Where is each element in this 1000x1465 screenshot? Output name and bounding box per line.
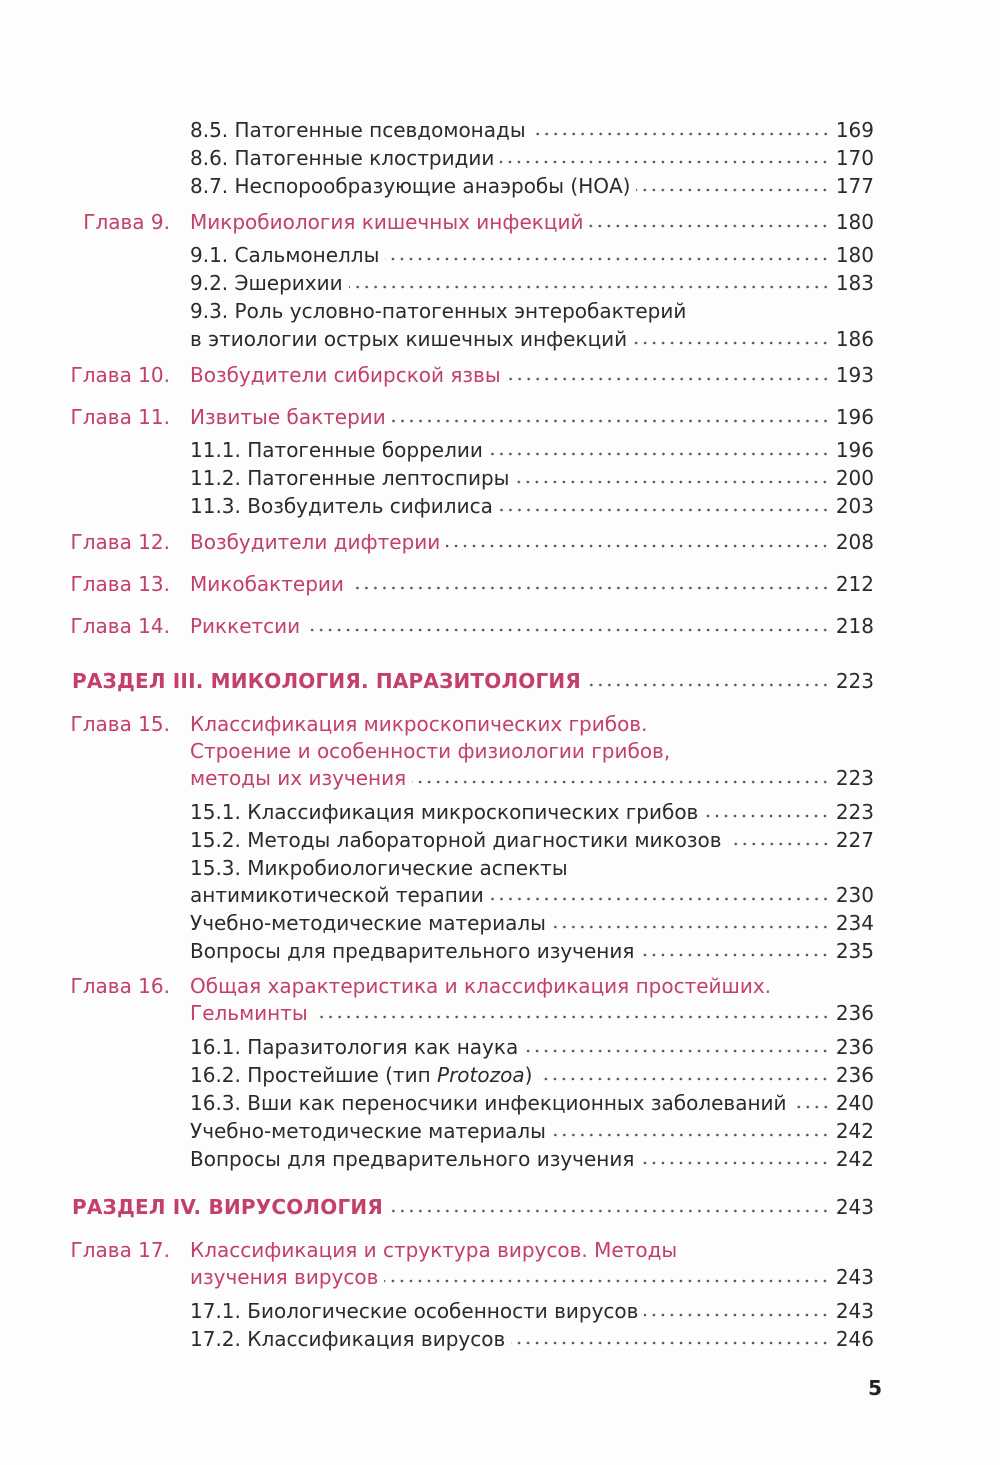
entry-page: 186: [835, 327, 874, 351]
chapter-number: Глава 13.: [70, 572, 170, 596]
toc-chapter: [190, 570, 874, 598]
dot-leader: [552, 924, 830, 930]
entry-page: 227: [835, 828, 874, 852]
entry-page: 246: [835, 1327, 874, 1351]
toc-entry: [190, 116, 874, 144]
chapter-title-line1: Общая характеристика и классификация простейших.: [190, 974, 772, 998]
chapter-title-line1: Классификация микроскопических грибов.: [190, 712, 648, 736]
entry-page: 200: [835, 466, 874, 490]
chapter-number: Глава 12.: [70, 530, 170, 554]
entry-title: 11.2. Патогенные лептоспиры: [190, 466, 510, 490]
dot-leader: [392, 418, 830, 424]
toc-chapter: [190, 208, 874, 236]
dot-leader: [704, 813, 829, 819]
entry-page: 230: [835, 883, 874, 907]
chapter-title: изучения вирусов: [190, 1265, 379, 1289]
toc-entry: [190, 269, 874, 297]
chapter-title-line2: Строение и особенности физиологии грибов,: [190, 739, 671, 763]
chapter-title: Микобактерии: [190, 572, 344, 596]
section-title: РАЗДЕЛ IV. ВИРУСОЛОГИЯ: [72, 1195, 383, 1219]
entry-title: 16.1. Паразитология как наука: [190, 1035, 519, 1059]
entry-title-line1: 15.3. Микробиологические аспекты: [190, 856, 568, 880]
dot-leader: [636, 187, 829, 193]
entry-title: Учебно-методические материалы: [190, 911, 546, 935]
dot-leader: [532, 131, 830, 137]
chapter-page: 212: [835, 572, 874, 596]
toc-chapter: [190, 764, 874, 792]
chapter-page: 236: [835, 1001, 874, 1025]
dot-leader: [511, 1340, 830, 1346]
entry-page: 203: [835, 494, 874, 518]
entry-page: 183: [835, 271, 874, 295]
dot-leader: [728, 841, 830, 847]
chapter-page: 243: [835, 1265, 874, 1289]
dot-leader: [644, 1312, 829, 1318]
dot-leader: [350, 585, 830, 591]
entry-page: 177: [835, 174, 874, 198]
entry-page: 196: [835, 438, 874, 462]
toc-chapter: [190, 403, 874, 431]
chapter-number: Глава 10.: [70, 363, 170, 387]
dot-leader: [499, 507, 830, 513]
chapter-title: Гельминты: [190, 1001, 308, 1025]
entry-title: 8.6. Патогенные клостридии: [190, 146, 495, 170]
toc-entry: [190, 436, 874, 464]
entry-title: 11.3. Возбудитель сифилиса: [190, 494, 493, 518]
entry-title: 17.1. Биологические особенности вирусов: [190, 1299, 639, 1323]
entry-page: 170: [835, 146, 874, 170]
toc-section: [72, 667, 874, 695]
entry-page: 240: [835, 1091, 874, 1115]
toc-entry: [190, 1325, 874, 1353]
entry-title: 11.1. Патогенные боррелии: [190, 438, 483, 462]
toc-entry: [190, 1033, 874, 1061]
toc-entry: [190, 1117, 874, 1145]
dot-leader: [538, 1076, 829, 1082]
dot-leader: [384, 1278, 829, 1284]
entry-page: 180: [835, 243, 874, 267]
toc-chapter: [190, 999, 874, 1027]
entry-title: 8.5. Патогенные псевдомонады: [190, 118, 526, 142]
chapter-number: Глава 16.: [70, 974, 170, 998]
entry-title: Учебно-методические материалы: [190, 1119, 546, 1143]
chapter-title: Риккетсии: [190, 614, 301, 638]
dot-leader: [489, 451, 830, 457]
toc-entry: [190, 144, 874, 172]
entry-title-part: ): [524, 1063, 533, 1087]
chapter-number: Глава 9.: [83, 210, 170, 234]
toc-chapter: [190, 1263, 874, 1291]
chapter-title: методы их изучения: [190, 766, 407, 790]
dot-leader: [314, 1014, 830, 1020]
dot-leader: [633, 340, 830, 346]
dot-leader: [412, 779, 830, 785]
toc-chapter: [190, 612, 874, 640]
chapter-number: Глава 15.: [70, 712, 170, 736]
entry-page: 236: [835, 1063, 874, 1087]
chapter-page: 196: [835, 405, 874, 429]
chapter-number: Глава 14.: [70, 614, 170, 638]
chapter-title: Микробиология кишечных инфекций: [190, 210, 584, 234]
chapter-page: 193: [835, 363, 874, 387]
entry-title: 15.1. Классификация микроскопических грибов: [190, 800, 699, 824]
chapter-title: Возбудители сибирской язвы: [190, 363, 501, 387]
chapter-page: 180: [835, 210, 874, 234]
entry-page: 223: [835, 800, 874, 824]
chapter-title: Возбудители дифтерии: [190, 530, 441, 554]
entry-page: 242: [835, 1147, 874, 1171]
toc-section: [72, 1193, 874, 1221]
chapter-page: 223: [835, 766, 874, 790]
entry-title: 17.2. Классификация вирусов: [190, 1327, 506, 1351]
toc-entry: [190, 1297, 874, 1325]
entry-page: 169: [835, 118, 874, 142]
entry-title: 16.3. Вши как переносчики инфекционных заболеваний: [190, 1091, 787, 1115]
dot-leader: [306, 627, 830, 633]
dot-leader: [500, 159, 829, 165]
section-title: РАЗДЕЛ III. МИКОЛОГИЯ. ПАРАЗИТОЛОГИЯ: [72, 669, 581, 693]
toc-entry: [190, 172, 874, 200]
dot-leader: [640, 1160, 829, 1166]
toc-entry: [190, 1061, 874, 1089]
dot-leader: [589, 223, 829, 229]
dot-leader: [446, 543, 830, 549]
dot-leader: [515, 479, 829, 485]
dot-leader: [490, 896, 830, 902]
toc-entry: [190, 325, 874, 353]
dot-leader: [389, 1208, 830, 1214]
entry-title: антимикотической терапии: [190, 883, 484, 907]
entry-page: 242: [835, 1119, 874, 1143]
toc-entry: [190, 492, 874, 520]
entry-title: в этиологии острых кишечных инфекций: [190, 327, 628, 351]
chapter-number: Глава 17.: [70, 1238, 170, 1262]
entry-page: 235: [835, 939, 874, 963]
chapter-title: Извитые бактерии: [190, 405, 386, 429]
chapter-title-line1: Классификация и структура вирусов. Методы: [190, 1238, 678, 1262]
entry-page: 234: [835, 911, 874, 935]
dot-leader: [385, 256, 829, 262]
toc-chapter: [190, 361, 874, 389]
chapter-number: Глава 11.: [70, 405, 170, 429]
entry-title: 8.7. Неспорообразующие анаэробы (НОА): [190, 174, 631, 198]
chapter-page: 218: [835, 614, 874, 638]
entry-title: [190, 1061, 532, 1089]
toc-entry: [190, 937, 874, 965]
page-number: 5: [868, 1376, 882, 1400]
entry-title-line1: 9.3. Роль условно-патогенных энтеробактерий: [190, 299, 687, 323]
entry-title: 15.2. Методы лабораторной диагностики микозов: [190, 828, 722, 852]
entry-title-part: 16.2. Простейшие (тип: [190, 1063, 438, 1087]
toc-entry: [190, 826, 874, 854]
toc-entry: [190, 241, 874, 269]
entry-title: Вопросы для предварительного изучения: [190, 939, 635, 963]
section-page: 223: [835, 669, 874, 693]
dot-leader: [349, 284, 830, 290]
toc-entry: [190, 1145, 874, 1173]
toc-entry: [190, 881, 874, 909]
toc-entry: [190, 1089, 874, 1117]
entry-page: 236: [835, 1035, 874, 1059]
toc-entry: [190, 464, 874, 492]
dot-leader: [552, 1132, 830, 1138]
toc-chapter: [190, 528, 874, 556]
entry-title-italic: Protozoa: [437, 1063, 525, 1087]
chapter-page: 208: [835, 530, 874, 554]
dot-leader: [640, 952, 829, 958]
entry-title: Вопросы для предварительного изучения: [190, 1147, 635, 1171]
section-page: 243: [835, 1195, 874, 1219]
dot-leader: [793, 1104, 830, 1110]
entry-page: 243: [835, 1299, 874, 1323]
entry-title: 9.1. Сальмонеллы: [190, 243, 380, 267]
toc-entry: [190, 798, 874, 826]
dot-leader: [524, 1048, 830, 1054]
dot-leader: [587, 682, 830, 688]
toc-entry: [190, 909, 874, 937]
entry-title: 9.2. Эшерихии: [190, 271, 343, 295]
dot-leader: [507, 376, 830, 382]
